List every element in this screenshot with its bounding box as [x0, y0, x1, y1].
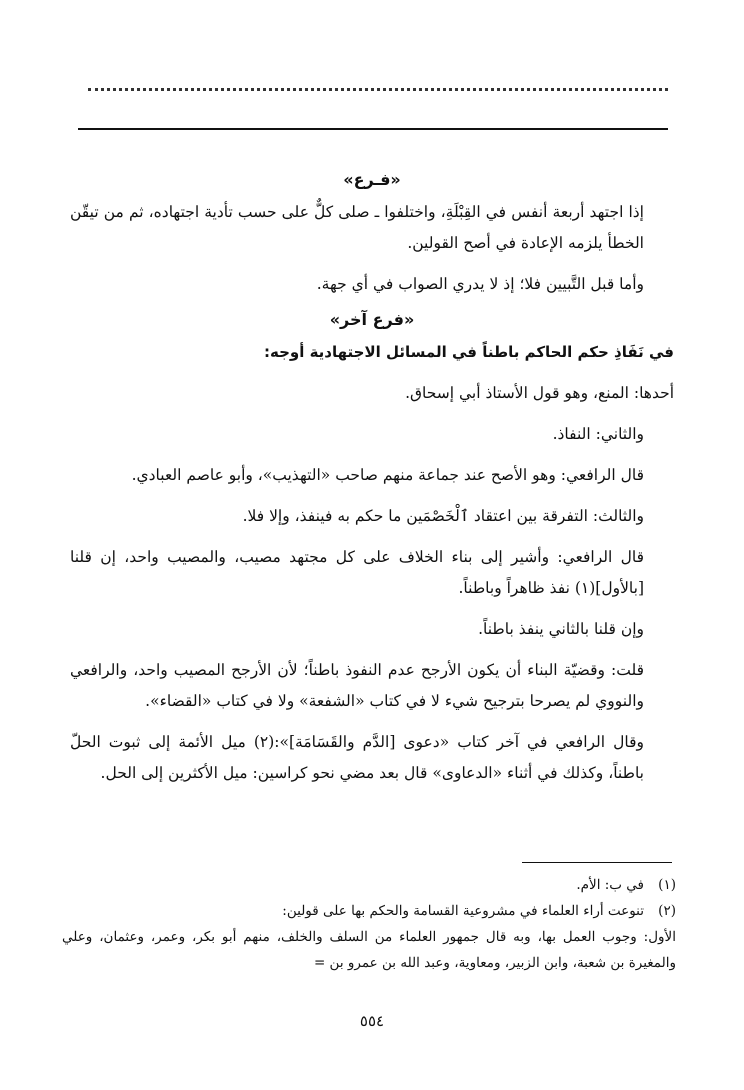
- header-dotted-line: [88, 88, 668, 91]
- footnote-continuation: الأول: وجوب العمل بها، وبه قال جمهور العلماء من السلف والخلف، منهم أبو بكر، وعمر، وعثمان، وعلي والمغيرة بن شعبة، وابن الزبير، ومعاوية، وعبد الله بن عمرو بن =: [62, 929, 676, 971]
- header-rule: [78, 128, 668, 130]
- footnote-text: تنوعت أراء العلماء في مشروعية القسامة والحكم بها على قولين:: [282, 903, 644, 919]
- paragraph: قال الرافعي: وهو الأصح عند جماعة منهم صاحب «التهذيب»، وأبو عاصم العبادي.: [131, 466, 644, 484]
- paragraph: قلت: وقضيّة البناء أن يكون الأرجح عدم النفوذ باطناً؛ لأن الأرجح المصيب واحد، والرافعي والنووي لم يصرحا بترجيح شيء لا في كتاب «الشفعة» ولا في كتاب «القضاء».: [70, 661, 644, 710]
- paragraph: إذا اجتهد أربعة أنفس في القِبْلَةِ، واختلفوا ـ صلى كلٌّ على حسب تأدية اجتهاده، ثم من تيقّن الخطأ يلزمه الإعادة في أصح القولين.: [70, 203, 644, 252]
- footnote-text: في ب: الأم.: [576, 877, 644, 893]
- footnote-number: (١): [658, 877, 676, 893]
- main-text: [70, 170, 674, 799]
- paragraph: والثاني: النفاذ.: [552, 425, 644, 443]
- paragraph: والثالث: التفرقة بين اعتقاد ٱلْخَصْمَين ما حكم به فينفذ، وإلا فلا.: [242, 507, 644, 525]
- footnote-rule: [522, 862, 672, 863]
- paragraph-bold: في نَفَاذِ حكم الحاكم باطناً في المسائل الاجتهادية أوجه:: [263, 343, 674, 361]
- paragraph: قال الرافعي: وأشير إلى بناء الخلاف على كل مجتهد مصيب، والمصيب واحد، إن قلنا [بالأول](١) نفذ ظاهراً وباطناً.: [70, 548, 644, 597]
- paragraph: وأما قبل التَّبيين فلا؛ إذ لا يدري الصواب في أي جهة.: [316, 275, 644, 293]
- paragraph: وقال الرافعي في آخر كتاب «دعوى [الدَّم والقَسَامَة]»:(٢) ميل الأئمة إلى ثبوت الحلّ باطناً، وكذلك في أثناء «الدعاوى» قال بعد مضي نحو كراسين: ميل الأكثرين إلى الحل.: [70, 733, 644, 782]
- page-number: ٥٥٤: [359, 1012, 385, 1030]
- footnote-item: [62, 898, 676, 924]
- section-heading-far-akhar: «فرع آخر»: [329, 310, 415, 329]
- section-heading-far: «فـرع»: [343, 170, 401, 189]
- footnote-number: (٢): [658, 903, 676, 919]
- footnote-item: [62, 872, 676, 898]
- paragraph: وإن قلنا بالثاني ينفذ باطناً.: [478, 620, 644, 638]
- footnotes: [62, 872, 676, 976]
- paragraph: أحدها: المنع، وهو قول الأستاذ أبي إسحاق.: [405, 384, 674, 402]
